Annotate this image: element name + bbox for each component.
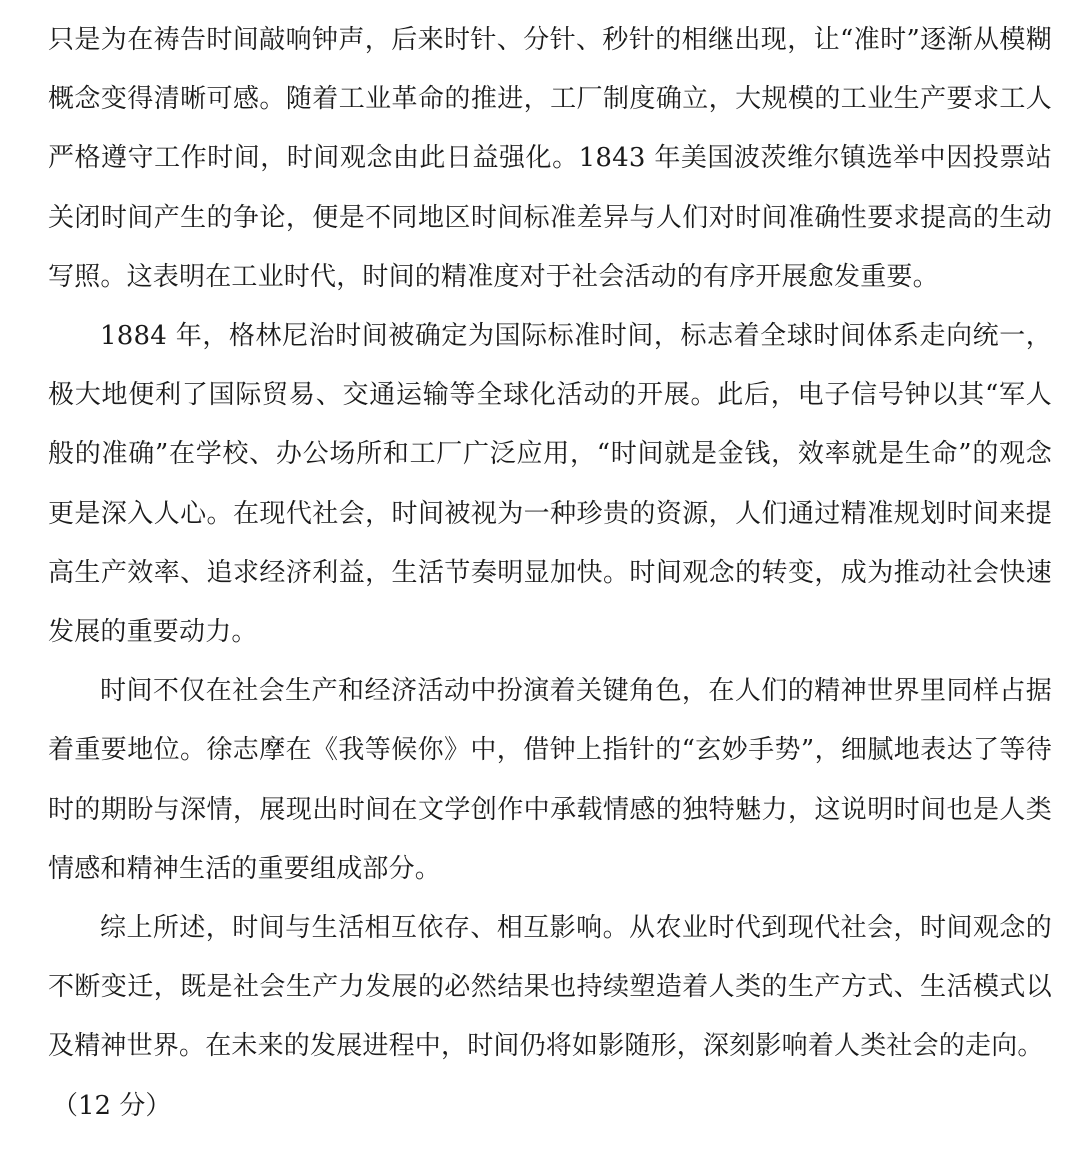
paragraph-conclusion: 综上所述，时间与生活相互依存、相互影响。从农业时代到现代社会，时间观念的不断变迁，既是社会生产力发展的必然结果也持续塑造着人类的生产方式、生活模式以及精神世界。在未来的发展进程中，时间仍将如影随形，深刻影响着人类社会的走向。 (48, 913, 1052, 1062)
paragraph-spiritual-world: 时间不仅在社会生产和经济活动中扮演着关键角色，在人们的精神世界里同样占据着重要地位。徐志摩在《我等候你》中，借钟上指针的“玄妙手势”，细腻地表达了等待时的期盼与深情，展现出时间在文学创作中承载情感的独特魅力，这说明时间也是人类情感和精神生活的重要组成部分。 (48, 676, 1052, 884)
paragraph-greenwich-time: 1884 年，格林尼治时间被确定为国际标准时间，标志着全球时间体系走向统一，极大地便利了国际贸易、交通运输等全球化活动的开展。此后，电子信号钟以其“军人般的准确”在学校、办公场所和工厂广泛应用，“时间就是金钱，效率就是生命”的观念更是深入人心。在现代社会，时间被视为一种珍贵的资源，人们通过精准规划时间来提高生产效率、追求经济利益，生活节奏明显加快。时间观念的转变，成为推动社会快速发展的重要动力。 (48, 321, 1052, 648)
paragraph-industrial-era: 只是为在祷告时间敲响钟声，后来时针、分针、秒针的相继出现，让“准时”逐渐从模糊概念变得清晰可感。随着工业革命的推进，工厂制度确立，大规模的工业生产要求工人严格遵守工作时间，时间观念由此日益强化。1843 年美国波茨维尔镇选举中因投票站关闭时间产生的争论，便是不同地区时间标准差异与人们对时间准确性要求提高的生动写照。这表明在工业时代，时间的精准度对于社会活动的有序开展愈发重要。 (48, 25, 1052, 292)
score-note: （12 分） (52, 1090, 172, 1121)
